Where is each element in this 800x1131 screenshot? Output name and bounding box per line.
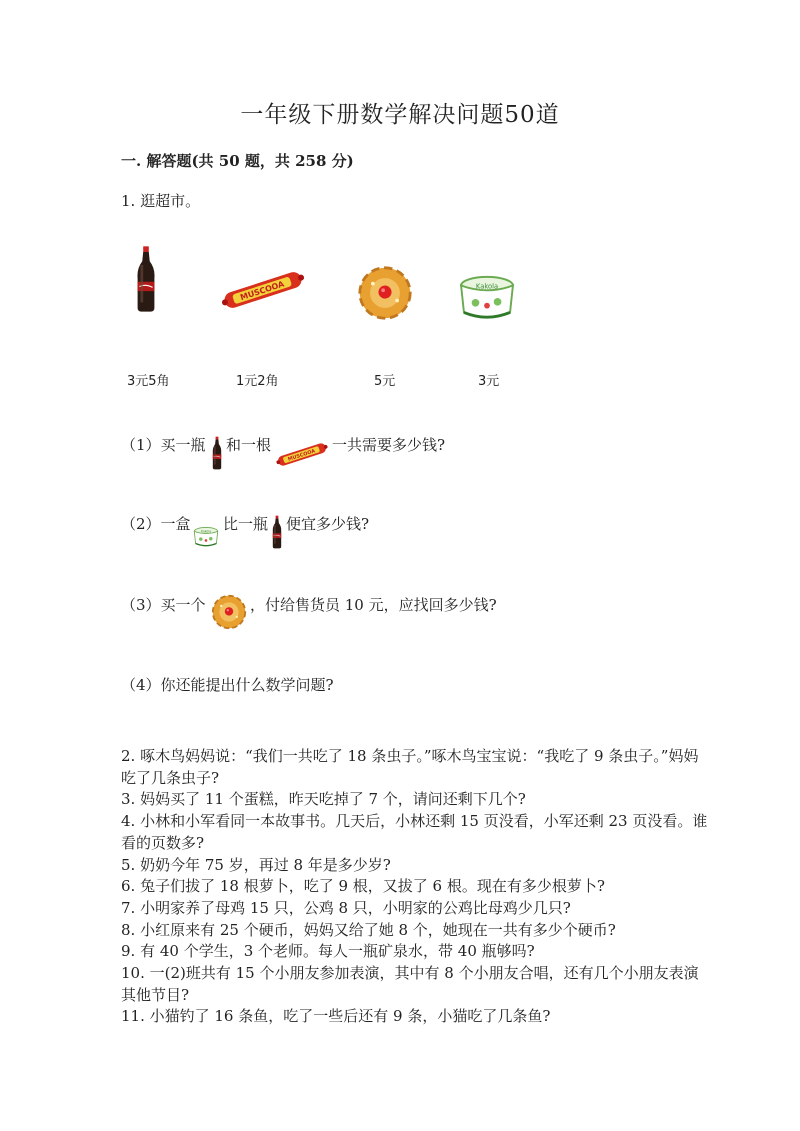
cola-bottle-icon bbox=[132, 246, 160, 312]
question-item: 7. 小明家养了母鸡 15 只，公鸡 8 只，小明家的公鸡比母鸡少几只? bbox=[121, 898, 571, 917]
bread-icon bbox=[357, 265, 413, 321]
sub-question-4: （4）你还能提出什么数学问题? bbox=[121, 676, 334, 694]
question-item: 5. 奶奶今年 75 岁，再过 8 年是多少岁? bbox=[121, 855, 391, 874]
question-item: 8. 小红原来有 25 个硬币，妈妈又给了她 8 个，她现在一共有多少个硬币? bbox=[121, 920, 616, 939]
sub-question-3-part-a: （3）买一个 bbox=[121, 596, 206, 614]
sub-question-2-part-b: 比一瓶 bbox=[223, 515, 269, 533]
question-list bbox=[121, 746, 711, 1028]
cola-bottle-icon bbox=[210, 436, 224, 470]
question-item: 9. 有 40 个学生，3 个老师。每人一瓶矿泉水，带 40 瓶够吗? bbox=[121, 942, 535, 961]
sub-question-2-part-c: 便宜多少钱? bbox=[286, 515, 370, 533]
price-bread: 5元 bbox=[374, 374, 396, 389]
question-item: 4. 小林和小军看同一本故事书。几天后，小林还剩 15 页没看，小军还剩 23 页没看。谁看的页数多? bbox=[121, 812, 708, 852]
price-ice-cream: 3元 bbox=[478, 374, 500, 389]
sub-question-2-part-a: （2）一盒 bbox=[121, 515, 191, 533]
question-item: 10. 一(2)班共有 15 个小朋友参加表演，其中有 8 个小朋友合唱，还有几个小朋友表演其他节目? bbox=[121, 964, 699, 1004]
question-item: 2. 啄木鸟妈妈说：“我们一共吃了 18 条虫子。”啄木鸟宝宝说：“我吃了 9 条虫子。”妈妈吃了几条虫子? bbox=[121, 747, 699, 787]
sausage-icon bbox=[274, 442, 330, 467]
cola-bottle-icon bbox=[270, 515, 284, 549]
bread-icon bbox=[211, 594, 247, 630]
page-title: 一年级下册数学解决问题50道 bbox=[240, 102, 560, 128]
sub-question-3-part-b: ，付给售货员 10 元，应找回多少钱? bbox=[250, 596, 497, 614]
question-item: 3. 妈妈买了 11 个蛋糕，昨天吃掉了 7 个，请问还剩下几个? bbox=[121, 790, 526, 809]
ice-cream-box-icon bbox=[193, 526, 219, 548]
question-1-heading: 1. 逛超市。 bbox=[121, 192, 201, 210]
price-cola: 3元5角 bbox=[127, 374, 170, 389]
price-sausage: 1元2角 bbox=[236, 374, 279, 389]
sub-question-1-part-b: 和一根 bbox=[226, 436, 272, 454]
section-heading: 一. 解答题(共 50 题，共 258 分) bbox=[121, 152, 354, 170]
question-item: 11. 小猫钓了 16 条鱼，吃了一些后还有 9 条，小猫吃了几条鱼? bbox=[121, 1007, 551, 1026]
question-item: 6. 兔子们拔了 18 根萝卜，吃了 9 根，又拔了 6 根。现在有多少根萝卜? bbox=[121, 877, 605, 896]
ice-cream-box-icon bbox=[457, 274, 517, 322]
sub-question-1-part-c: 一共需要多少钱? bbox=[332, 436, 446, 454]
sausage-icon bbox=[218, 270, 308, 310]
sub-question-1-part-a: （1）买一瓶 bbox=[121, 436, 206, 454]
